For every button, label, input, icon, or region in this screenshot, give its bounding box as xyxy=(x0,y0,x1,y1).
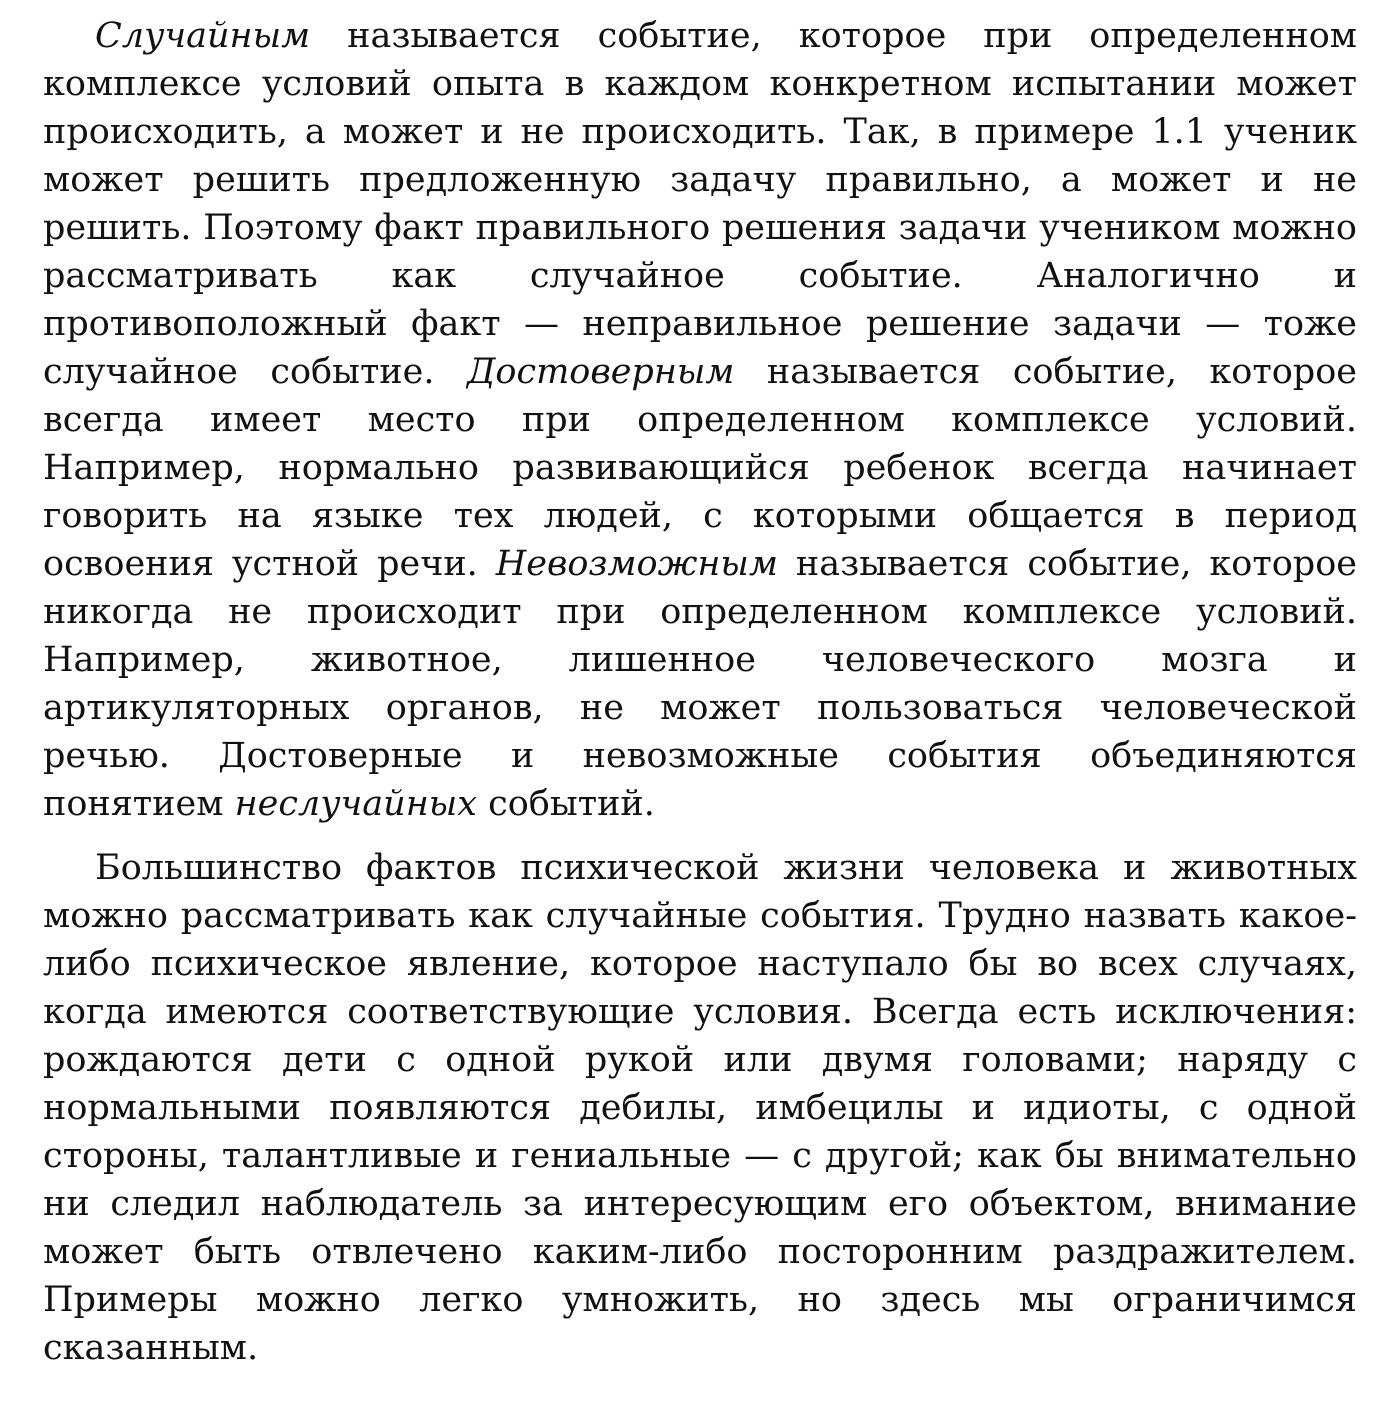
paragraph-text: называется событие, которое всегда имеет место при определенном комплексе условий. Например, нормально развивающийся ребенок всегда начинает говорить на языке тех людей, с которыми общается в период освоения устной речи. xyxy=(43,352,1357,584)
paragraph-text: Большинство фактов психической жизни человека и животных можно рассматривать как случайные события. Трудно назвать какое-либо психическое явление, которое наступало бы во всех случаях, когда имеются соответствующие условия. Всегда есть исключения: рождаются дети с одной рукой или двумя головами; наряду с нормальными появляются дебилы, имбецилы и идиоты, с одной стороны, талантливые и гениальные — с другой; как бы внимательно ни следил наблюдатель за интересующим его объектом, внимание может быть отвлечено каким-либо посторонним раздражителем. Примеры можно легко умножить, но здесь мы ограничимся сказанным. xyxy=(43,848,1357,1368)
paragraph-text: называется событие, которое при определенном комплексе условий опыта в каждом конкретном испытании может происходить, а может и не происходить. Так, в примере 1.1 ученик может решить предложенную задачу правильно, а может и не решить. Поэтому факт правильного решения задачи учеником можно рассматривать как случайное событие. Аналогично и противоположный факт — неправильное решение задачи — тоже случайное событие. xyxy=(43,16,1357,392)
term-certain-event: Достоверным xyxy=(466,352,735,392)
term-nonrandom-events: неслучайных xyxy=(234,784,477,824)
term-impossible-event: Невозможным xyxy=(495,544,778,584)
document-page xyxy=(43,12,1357,1372)
paragraph-examples xyxy=(43,844,1357,1372)
paragraph-text: называется событие, которое никогда не происходит при определенном комплексе условий. Например, животное, лишенное человеческого мозга и артикуляторных органов, не может пользоваться человеческой речью. Достоверные и невозможные события объединяются понятием xyxy=(43,544,1357,824)
term-random-event: Случайным xyxy=(95,16,311,56)
paragraph-text: событий. xyxy=(477,784,655,824)
paragraph-definitions xyxy=(43,12,1357,828)
